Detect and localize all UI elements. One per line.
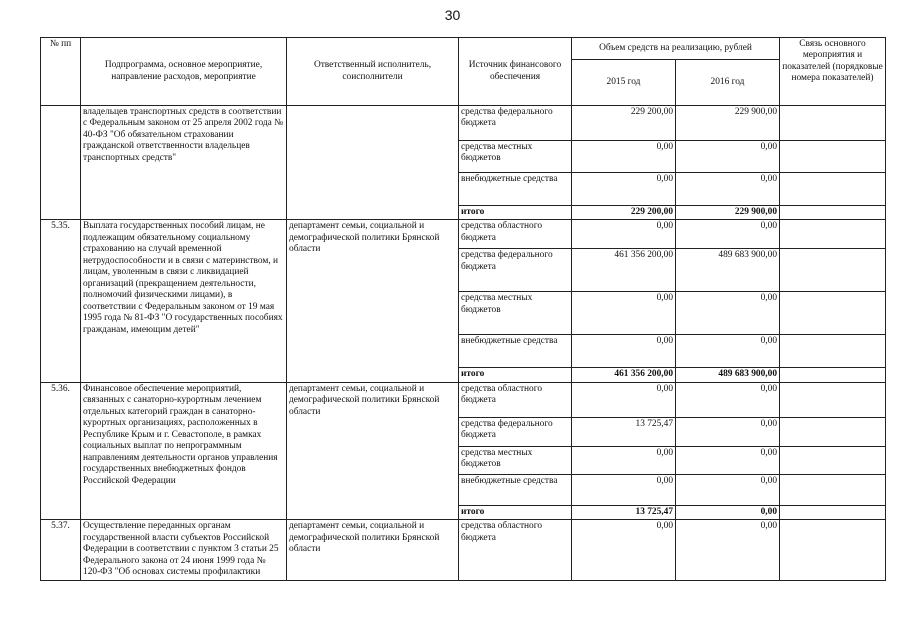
funding-source: средства местных бюджетов <box>459 292 572 335</box>
funding-source: средства областного бюджета <box>459 382 572 417</box>
funding-source: внебюджетные средства <box>459 173 572 206</box>
amount-2016: 0,00 <box>676 417 780 446</box>
program-description: Выплата государственных пособий лицам, не подлежащим обязательному социальному страхованию на случай временной нетрудоспособности и в связи с материнством, и лицам, уволенным в связи с ликвидацией организаций (прекращением деятельности, полномочий физическими лицами), в соответствии с Федеральным законом от 19 мая 1995 года № 81-ФЗ "О государственных пособиях гражданам, имеющим детей" <box>81 220 287 382</box>
funding-table <box>40 37 886 581</box>
indicator-link <box>780 106 886 141</box>
amount-2016: 0,00 <box>676 382 780 417</box>
amount-2016: 0,00 <box>676 292 780 335</box>
amount-2015: 13 725,47 <box>572 417 676 446</box>
amount-2016: 229 900,00 <box>676 106 780 141</box>
indicator-link <box>780 335 886 368</box>
funding-source: средства местных бюджетов <box>459 446 572 474</box>
indicator-link <box>780 368 886 382</box>
executor: департамент семьи, социальной и демографической политики Брянской области <box>287 520 459 580</box>
total-label: итого <box>459 206 572 220</box>
indicator-link <box>780 505 886 519</box>
funding-source: средства федерального бюджета <box>459 249 572 292</box>
program-description: владельцев транспортных средств в соответствии с Федеральным законом от 25 апреля 2002 года № 40-ФЗ "Об обязательном страховании гражданской ответственности владельцев транспортных средств" <box>81 106 287 220</box>
indicator-link <box>780 206 886 220</box>
amount-2016: 0,00 <box>676 335 780 368</box>
header-2015: 2015 год <box>572 60 676 106</box>
amount-2015: 0,00 <box>572 335 676 368</box>
total-label: итого <box>459 505 572 519</box>
amount-2015: 0,00 <box>572 292 676 335</box>
indicator-link <box>780 141 886 173</box>
indicator-link <box>780 446 886 474</box>
indicator-link <box>780 173 886 206</box>
funding-source: средства областного бюджета <box>459 520 572 580</box>
amount-2016: 489 683 900,00 <box>676 249 780 292</box>
amount-2015: 0,00 <box>572 446 676 474</box>
amount-2015: 0,00 <box>572 520 676 580</box>
amount-2015: 229 200,00 <box>572 106 676 141</box>
header-link: Связь основного мероприятия и показателей (порядковые номера показателей) <box>780 38 886 106</box>
amount-2015: 0,00 <box>572 474 676 505</box>
amount-2015: 13 725,47 <box>572 505 676 519</box>
amount-2015: 0,00 <box>572 141 676 173</box>
header-row-number: № пп <box>41 38 81 106</box>
funding-source: средства областного бюджета <box>459 220 572 249</box>
table-row <box>41 382 886 417</box>
funding-source: внебюджетные средства <box>459 474 572 505</box>
indicator-link <box>780 382 886 417</box>
indicator-link <box>780 520 886 580</box>
executor: департамент семьи, социальной и демографической политики Брянской области <box>287 382 459 519</box>
funding-source: внебюджетные средства <box>459 335 572 368</box>
executor: департамент семьи, социальной и демографической политики Брянской области <box>287 220 459 382</box>
amount-2016: 229 900,00 <box>676 206 780 220</box>
amount-2016: 0,00 <box>676 141 780 173</box>
indicator-link <box>780 417 886 446</box>
indicator-link <box>780 220 886 249</box>
amount-2016: 0,00 <box>676 446 780 474</box>
row-number <box>41 106 81 220</box>
header-source: Источник финансового обеспечения <box>459 38 572 106</box>
indicator-link <box>780 474 886 505</box>
amount-2016: 0,00 <box>676 505 780 519</box>
header-executor: Ответственный исполнитель, соисполнители <box>287 38 459 106</box>
amount-2015: 229 200,00 <box>572 206 676 220</box>
header-program: Подпрограмма, основное мероприятие, направление расходов, мероприятие <box>81 38 287 106</box>
funding-source: средства федерального бюджета <box>459 106 572 141</box>
funding-source: средства местных бюджетов <box>459 141 572 173</box>
header-2016: 2016 год <box>676 60 780 106</box>
row-number: 5.36. <box>41 382 81 519</box>
total-label: итого <box>459 368 572 382</box>
indicator-link <box>780 292 886 335</box>
amount-2015: 0,00 <box>572 173 676 206</box>
amount-2015: 461 356 200,00 <box>572 368 676 382</box>
amount-2016: 0,00 <box>676 173 780 206</box>
indicator-link <box>780 249 886 292</box>
table-row <box>41 220 886 249</box>
program-description: Осуществление переданных органам государственной власти субъектов Российской Федерации в соответствии с пунктом 3 статьи 25 Федерального закона от 24 июня 1999 года № 120-ФЗ "Об основах системы профилактики <box>81 520 287 580</box>
executor <box>287 106 459 220</box>
amount-2015: 0,00 <box>572 220 676 249</box>
amount-2016: 489 683 900,00 <box>676 368 780 382</box>
table-row <box>41 520 886 580</box>
amount-2016: 0,00 <box>676 474 780 505</box>
program-description: Финансовое обеспечение мероприятий, связанных с санаторно-курортным лечением отдельных категорий граждан в санаторно-курортных организациях, расположенных в Республике Крым и г. Севастополе, в рамках социальных выплат по непрограммным направлениям деятельности органов управления государственных внебюджетных фондов Российской Федерации <box>81 382 287 519</box>
amount-2016: 0,00 <box>676 520 780 580</box>
table-header <box>41 38 886 106</box>
amount-2015: 0,00 <box>572 382 676 417</box>
header-volume: Объем средств на реализацию, рублей <box>572 38 780 60</box>
table-body <box>41 106 886 581</box>
row-number: 5.35. <box>41 220 81 382</box>
table-row <box>41 106 886 141</box>
amount-2015: 461 356 200,00 <box>572 249 676 292</box>
page-number: 30 <box>444 7 461 23</box>
funding-source: средства федерального бюджета <box>459 417 572 446</box>
row-number: 5.37. <box>41 520 81 580</box>
amount-2016: 0,00 <box>676 220 780 249</box>
